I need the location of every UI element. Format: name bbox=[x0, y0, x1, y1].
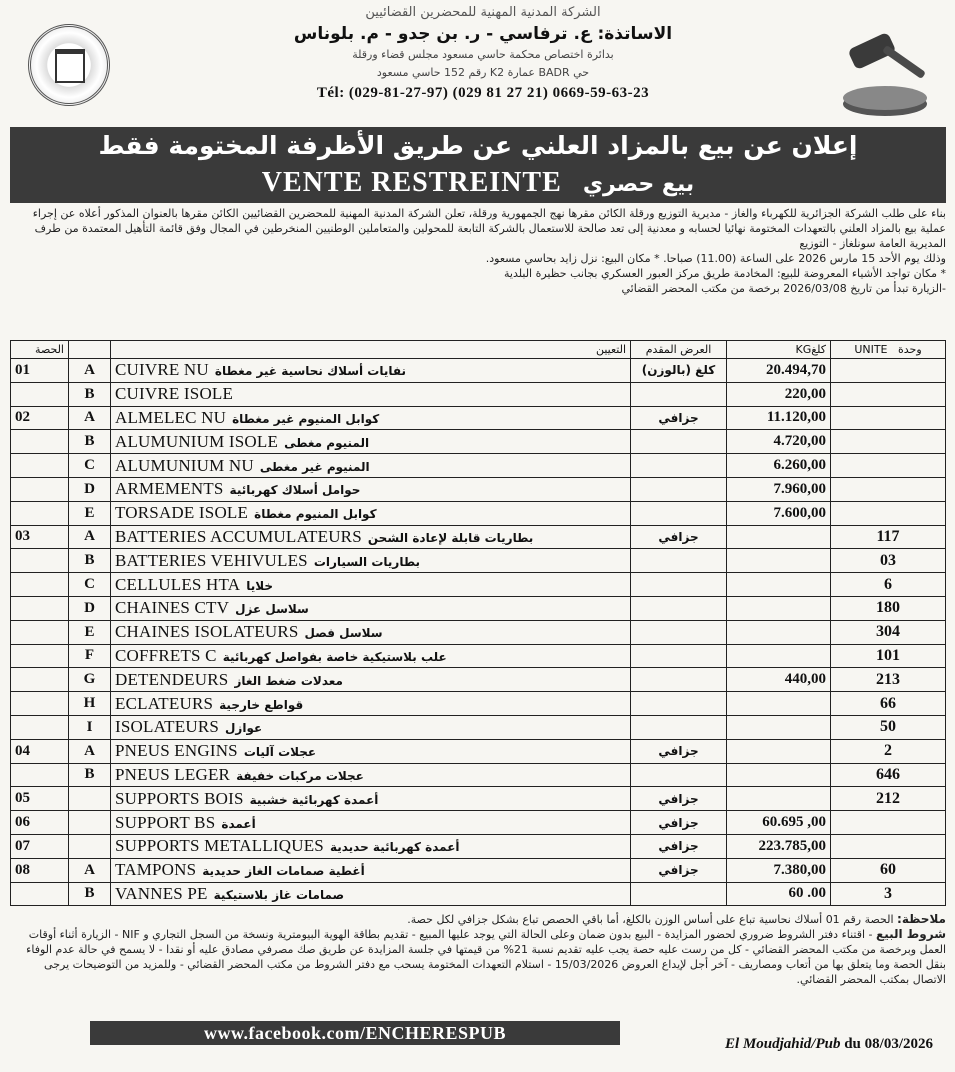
lot-number bbox=[11, 715, 69, 739]
offer: جزافي bbox=[631, 525, 727, 549]
lot-number bbox=[11, 430, 69, 454]
designation-ar: سلاسل عزل bbox=[235, 602, 309, 617]
lot-number: 01 bbox=[11, 359, 69, 383]
weight-kg bbox=[727, 596, 831, 620]
intro-line: وذلك يوم الأحد 15 مارس 2026 على الساعة (11.00) صباحا. * مكان البيع: نزل زايد بحاسي مسعود. bbox=[485, 252, 946, 265]
table-row bbox=[11, 596, 946, 620]
header-unit-ar: وحدة bbox=[898, 343, 922, 356]
sub-letter: I bbox=[69, 715, 111, 739]
offer: جزافي bbox=[631, 834, 727, 858]
designation bbox=[111, 525, 631, 549]
header-offer: العرض المقدم bbox=[631, 341, 727, 359]
designation-ar: أعمدة كهربائية حديدية bbox=[329, 840, 460, 855]
units: 60 bbox=[831, 858, 946, 882]
designation-fr: PNEUS ENGINS bbox=[115, 741, 238, 761]
table-row bbox=[11, 525, 946, 549]
designation bbox=[111, 834, 631, 858]
weight-kg bbox=[727, 787, 831, 811]
designation-fr: ALMELEC NU bbox=[115, 407, 227, 427]
designation bbox=[111, 382, 631, 406]
lot-number bbox=[11, 668, 69, 692]
offer: جزافي bbox=[631, 739, 727, 763]
offer bbox=[631, 477, 727, 501]
designation bbox=[111, 430, 631, 454]
table-header bbox=[11, 341, 946, 359]
offer bbox=[631, 644, 727, 668]
offer bbox=[631, 501, 727, 525]
offer bbox=[631, 549, 727, 573]
designation-fr: CUIVRE NU bbox=[115, 360, 209, 380]
designation-ar: علب بلاستيكية خاصة بفواصل كهربائية bbox=[222, 649, 447, 664]
note-line bbox=[10, 912, 946, 927]
offer bbox=[631, 882, 727, 906]
weight-kg: 220,00 bbox=[727, 382, 831, 406]
lot-number: 07 bbox=[11, 834, 69, 858]
offer: جزافي bbox=[631, 858, 727, 882]
offer bbox=[631, 596, 727, 620]
lot-number: 08 bbox=[11, 858, 69, 882]
designation-ar: صمامات غاز بلاستيكية bbox=[213, 887, 345, 902]
designation-ar: عجلات آليات bbox=[243, 745, 317, 760]
designation-ar: المنيوم غير مغطى bbox=[259, 459, 370, 474]
publication-date: du 08/03/2026 bbox=[840, 1036, 933, 1052]
designation-ar: حوامل أسلاك كهربائية bbox=[229, 483, 361, 498]
designation bbox=[111, 715, 631, 739]
offer bbox=[631, 620, 727, 644]
note-label: ملاحظة: bbox=[897, 912, 946, 926]
units: 66 bbox=[831, 692, 946, 716]
offer bbox=[631, 454, 727, 478]
lot-number bbox=[11, 596, 69, 620]
company-name: الشركة المدنية المهنية للمحضرين القضائيين bbox=[365, 5, 601, 20]
sub-letter: C bbox=[69, 454, 111, 478]
table-row bbox=[11, 668, 946, 692]
offer bbox=[631, 692, 727, 716]
units bbox=[831, 382, 946, 406]
units: 212 bbox=[831, 787, 946, 811]
designation-ar: سلاسل فصل bbox=[304, 626, 383, 641]
designation-ar: أعمدة bbox=[221, 816, 256, 831]
weight-kg: 440,00 bbox=[727, 668, 831, 692]
sub-letter: D bbox=[69, 596, 111, 620]
weight-kg: 7.380,00 bbox=[727, 858, 831, 882]
table-row bbox=[11, 692, 946, 716]
header-unit-fr: UNITE bbox=[854, 343, 888, 356]
sub-letter: A bbox=[69, 858, 111, 882]
sub-letter: B bbox=[69, 549, 111, 573]
weight-kg bbox=[727, 692, 831, 716]
sub-letter: A bbox=[69, 525, 111, 549]
designation-fr: ALUMUNIUM NU bbox=[115, 455, 254, 475]
offer bbox=[631, 382, 727, 406]
designation bbox=[111, 739, 631, 763]
weight-kg: 7.960,00 bbox=[727, 477, 831, 501]
designation-ar: قواطع خارجية bbox=[219, 697, 304, 712]
designation-fr: CUIVRE ISOLE bbox=[115, 384, 234, 404]
table-row bbox=[11, 858, 946, 882]
table-row bbox=[11, 382, 946, 406]
sub-letter bbox=[69, 834, 111, 858]
note-section bbox=[10, 912, 946, 987]
designation-ar: أغطية صمامات الغاز حديدية bbox=[202, 864, 365, 879]
designation-ar: خلايا bbox=[246, 578, 273, 593]
title-french: VENTE RESTREINTE bbox=[261, 167, 562, 198]
weight-kg bbox=[727, 644, 831, 668]
lot-number: 04 bbox=[11, 739, 69, 763]
units bbox=[831, 477, 946, 501]
designation-ar: عجلات مركبات خفيفة bbox=[236, 768, 364, 783]
designation-fr: BATTERIES ACCUMULATEURS bbox=[115, 526, 362, 546]
designation-fr: BATTERIES VEHIVULES bbox=[115, 550, 308, 570]
table-row bbox=[11, 430, 946, 454]
lot-number: 05 bbox=[11, 787, 69, 811]
lot-number bbox=[11, 454, 69, 478]
offer bbox=[631, 430, 727, 454]
designation-ar: كوابل المنيوم مغطاة bbox=[254, 507, 377, 522]
gavel-icon bbox=[830, 22, 940, 122]
weight-kg: 60.695 ,00 bbox=[727, 811, 831, 835]
bailiff-emblem-logo bbox=[28, 24, 110, 106]
table-row bbox=[11, 715, 946, 739]
header-kg: KGكلغ bbox=[727, 341, 831, 359]
table-row bbox=[11, 573, 946, 597]
sub-letter: G bbox=[69, 668, 111, 692]
designation bbox=[111, 359, 631, 383]
designation-ar: أعمدة كهربائية خشبية bbox=[249, 792, 379, 807]
conditions-text: - اقتناء دفتر الشروط ضروري لحضور المزايدة - البيع بدون ضمان وعلى الحالة التي يوجد عليها المبيع - تقديم بطاقة الهوية البيومترية ونسخة من السجل التجاري و NIF - الزيارة أثناء أوقات العمل وبرخصة من مكتب المحضر القضائي - كل من رست عليه حصة يجب عليه تقديم نسبة 21% من قيمتها في جلسة المزايدة عن طريق صك مصرفي مصادق عليه أو نقدا - لا يسمح في حالة عدم الوفاء بنقل الحصة وما يتعلق بها من أتعاب ومصاريف - آخر أجل لإيداع العروض 15/03/2026 - استلام التعهدات المختومة يسحب مع دفتر الشروط من مكتب المحضر القضائي - وللمزيد من التوضيحات يرجى الاتصال بمكتب المحضر القضائي. bbox=[26, 928, 946, 986]
designation-fr: ARMEMENTS bbox=[115, 479, 224, 499]
designation bbox=[111, 406, 631, 430]
table-row bbox=[11, 739, 946, 763]
weight-kg: 6.260,00 bbox=[727, 454, 831, 478]
sub-letter: E bbox=[69, 620, 111, 644]
publication-credit bbox=[725, 1036, 933, 1053]
intro-line: * مكان تواجد الأشياء المعروضة للبيع: المخادمة طريق مركز العبور العسكري بجانب حظيرة البلدية bbox=[504, 267, 946, 280]
designation-ar: بطاريات قابلة لإعادة الشحن bbox=[367, 530, 534, 545]
lot-number bbox=[11, 882, 69, 906]
designation bbox=[111, 787, 631, 811]
table-row bbox=[11, 882, 946, 906]
offer: جزافي bbox=[631, 811, 727, 835]
weight-kg: 60 .00 bbox=[727, 882, 831, 906]
intro-text bbox=[10, 206, 946, 296]
table-row bbox=[11, 644, 946, 668]
table-row bbox=[11, 834, 946, 858]
lot-number: 02 bbox=[11, 406, 69, 430]
units: 117 bbox=[831, 525, 946, 549]
designation-fr: TORSADE ISOLE bbox=[115, 503, 249, 523]
lot-number bbox=[11, 382, 69, 406]
designation-fr: PNEUS LEGER bbox=[115, 764, 231, 784]
table-row bbox=[11, 406, 946, 430]
designation bbox=[111, 882, 631, 906]
table-row bbox=[11, 787, 946, 811]
designation bbox=[111, 644, 631, 668]
units: 03 bbox=[831, 549, 946, 573]
bailiffs-names: الاساتذة: ع. ترفاسي - ر. بن جدو - م. بلوناس bbox=[293, 24, 673, 44]
sub-letter: F bbox=[69, 644, 111, 668]
header-text bbox=[138, 4, 828, 104]
table-row bbox=[11, 454, 946, 478]
designation bbox=[111, 501, 631, 525]
weight-kg bbox=[727, 525, 831, 549]
lot-number bbox=[11, 573, 69, 597]
weight-kg bbox=[727, 739, 831, 763]
lot-number bbox=[11, 692, 69, 716]
table-row bbox=[11, 763, 946, 787]
lots-body bbox=[11, 359, 946, 906]
designation bbox=[111, 811, 631, 835]
designation-fr: VANNES PE bbox=[115, 883, 208, 903]
title-arabic: إعلان عن بيع بالمزاد العلني عن طريق الأظرفة المختومة فقط bbox=[98, 131, 858, 160]
units bbox=[831, 406, 946, 430]
weight-kg: 4.720,00 bbox=[727, 430, 831, 454]
conditions-label: شروط البيع bbox=[876, 927, 946, 941]
units: 304 bbox=[831, 620, 946, 644]
units: 101 bbox=[831, 644, 946, 668]
conditions-line bbox=[10, 927, 946, 987]
units bbox=[831, 834, 946, 858]
sub-letter: E bbox=[69, 501, 111, 525]
sub-letter bbox=[69, 787, 111, 811]
weight-kg bbox=[727, 715, 831, 739]
units: 6 bbox=[831, 573, 946, 597]
units: 180 bbox=[831, 596, 946, 620]
designation bbox=[111, 692, 631, 716]
phone-numbers: Tél: (029-81-27-97) (029 81 27 21) 0669-59-63-23 bbox=[316, 85, 650, 101]
designation-fr: CELLULES HTA bbox=[115, 574, 241, 594]
lot-number bbox=[11, 477, 69, 501]
sub-letter: A bbox=[69, 739, 111, 763]
offer bbox=[631, 668, 727, 692]
table-row bbox=[11, 811, 946, 835]
units bbox=[831, 454, 946, 478]
weight-kg: 20.494,70 bbox=[727, 359, 831, 383]
table-row bbox=[11, 549, 946, 573]
sub-letter bbox=[69, 811, 111, 835]
designation-fr: SUPPORT BS bbox=[115, 812, 216, 832]
designation bbox=[111, 620, 631, 644]
header-lot: الحصة bbox=[11, 341, 69, 359]
designation-fr: DETENDEURS bbox=[115, 669, 229, 689]
designation-fr: ISOLATEURS bbox=[115, 717, 220, 737]
intro-line: -الزيارة تبدأ من تاريخ 2026/03/08 برخصة من مكتب المحضر القضائي bbox=[621, 282, 946, 295]
lot-number bbox=[11, 644, 69, 668]
designation-ar: بطاريات السيارات bbox=[313, 554, 421, 569]
designation bbox=[111, 549, 631, 573]
designation-ar: عوازل bbox=[225, 721, 263, 736]
jurisdiction: بدائرة اختصاص محكمة حاسي مسعود مجلس قضاء ورقلة bbox=[352, 48, 614, 61]
sub-letter: B bbox=[69, 382, 111, 406]
sub-letter: B bbox=[69, 882, 111, 906]
units: 3 bbox=[831, 882, 946, 906]
designation bbox=[111, 763, 631, 787]
designation-ar: المنيوم مغطى bbox=[284, 435, 370, 450]
designation-fr: COFFRETS C bbox=[115, 645, 217, 665]
designation bbox=[111, 596, 631, 620]
designation-ar: كوابل المنيوم غير مغطاة bbox=[232, 411, 380, 426]
units: 2 bbox=[831, 739, 946, 763]
sub-letter: B bbox=[69, 763, 111, 787]
weight-kg: 223.785,00 bbox=[727, 834, 831, 858]
header bbox=[8, 4, 948, 126]
designation-fr: SUPPORTS BOIS bbox=[115, 788, 244, 808]
offer bbox=[631, 573, 727, 597]
lot-number bbox=[11, 501, 69, 525]
offer: جزافي bbox=[631, 406, 727, 430]
offer: جزافي bbox=[631, 787, 727, 811]
title-french-row bbox=[10, 165, 946, 204]
weight-kg: 11.120,00 bbox=[727, 406, 831, 430]
title-arabic-sub: بيع حصري bbox=[582, 172, 695, 197]
lot-number bbox=[11, 620, 69, 644]
units: 50 bbox=[831, 715, 946, 739]
table-row bbox=[11, 501, 946, 525]
sub-letter: A bbox=[69, 406, 111, 430]
title-band bbox=[10, 127, 946, 203]
units bbox=[831, 501, 946, 525]
designation-fr: SUPPORTS METALLIQUES bbox=[115, 836, 324, 856]
lot-number bbox=[11, 549, 69, 573]
header-designation: التعيين bbox=[111, 341, 631, 359]
publication-name: El Moudjahid/Pub bbox=[725, 1036, 841, 1052]
table-row bbox=[11, 359, 946, 383]
lot-number bbox=[11, 763, 69, 787]
intro-line: بناء على طلب الشركة الجزائرية للكهرباء والغاز - مديرية التوزيع ورقلة الكائن مقرها نهج الجمهورية ورقلة، تعلن الشركة المدنية المهنية للمحضرين القضائيين الكائن مقرها بالعنوان المذكور أعلاه عن إجراء عملية بيع بالمزاد العلني بالتعهدات المختومة نهائيا لحسابه و معدنية إلى تعد صالحة للاستعمال بالشركة التابعة للمحولين والمتعاملين الوطنيين المنخرطين في المجال وفق قائمة التأهيل المعتمدة من طرف المديرية العامة سونلغاز - التوزيع bbox=[32, 207, 946, 250]
designation-fr: ALUMUNIUM ISOLE bbox=[115, 431, 279, 451]
offer: (بالوزن) كلغ bbox=[631, 359, 727, 383]
sub-letter: C bbox=[69, 573, 111, 597]
designation-ar: نفايات أسلاك نحاسية غير مغطاة bbox=[214, 364, 407, 379]
weight-kg bbox=[727, 620, 831, 644]
sub-letter: D bbox=[69, 477, 111, 501]
designation-ar: معدلات ضغط الغاز bbox=[234, 673, 343, 688]
weight-kg bbox=[727, 763, 831, 787]
designation bbox=[111, 573, 631, 597]
lot-number: 06 bbox=[11, 811, 69, 835]
designation bbox=[111, 454, 631, 478]
designation-fr: TAMPONS bbox=[115, 860, 197, 880]
designation-fr: CHAINES CTV bbox=[115, 598, 230, 618]
facebook-link[interactable]: www.facebook.com/ENCHERESPUB bbox=[90, 1021, 620, 1045]
sub-letter: H bbox=[69, 692, 111, 716]
units: 646 bbox=[831, 763, 946, 787]
designation bbox=[111, 477, 631, 501]
sub-letter: A bbox=[69, 359, 111, 383]
sub-letter: B bbox=[69, 430, 111, 454]
table-row bbox=[11, 620, 946, 644]
units bbox=[831, 811, 946, 835]
note-text: الحصة رقم 01 أسلاك نحاسية تباع على أساس الوزن بالكلغ، أما باقي الحصص تباع بشكل جزافي لكل حصة. bbox=[407, 913, 894, 926]
offer bbox=[631, 715, 727, 739]
offer bbox=[631, 763, 727, 787]
designation bbox=[111, 668, 631, 692]
lot-number: 03 bbox=[11, 525, 69, 549]
table-row bbox=[11, 477, 946, 501]
lots-table bbox=[10, 340, 946, 906]
weight-kg bbox=[727, 549, 831, 573]
weight-kg bbox=[727, 573, 831, 597]
designation bbox=[111, 858, 631, 882]
units bbox=[831, 359, 946, 383]
office-address: حي BADR عمارة K2 رقم 152 حاسي مسعود bbox=[376, 66, 590, 79]
units bbox=[831, 430, 946, 454]
header-unit bbox=[831, 341, 946, 359]
designation-fr: ECLATEURS bbox=[115, 693, 214, 713]
designation-fr: CHAINES ISOLATEURS bbox=[115, 622, 299, 642]
weight-kg: 7.600,00 bbox=[727, 501, 831, 525]
units: 213 bbox=[831, 668, 946, 692]
